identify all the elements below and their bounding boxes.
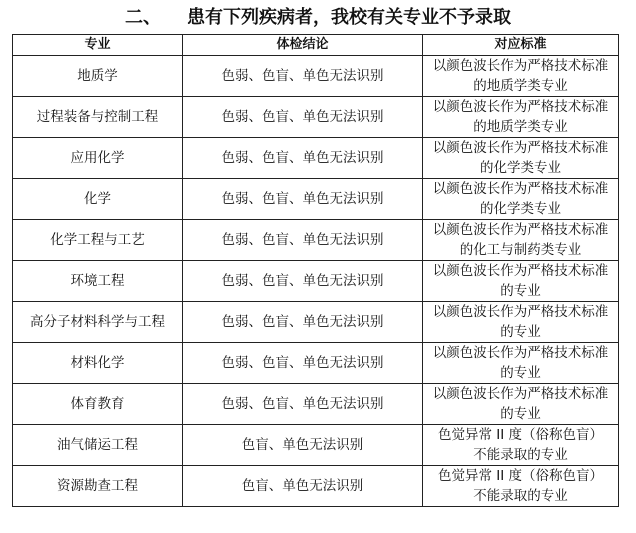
cell-major: 材料化学 [13,343,183,384]
cell-major: 化学工程与工艺 [13,220,183,261]
cell-conclusion: 色弱、色盲、单色无法识别 [183,56,423,97]
cell-major: 体育教育 [13,384,183,425]
cell-conclusion: 色弱、色盲、单色无法识别 [183,220,423,261]
standard-line: 的专业 [500,324,541,340]
cell-standard [423,384,619,425]
cell-conclusion: 色弱、色盲、单色无法识别 [183,138,423,179]
cell-standard [423,343,619,384]
header-major: 专业 [13,35,183,56]
cell-conclusion: 色弱、色盲、单色无法识别 [183,97,423,138]
table-row [13,384,619,425]
cell-standard [423,466,619,507]
cell-conclusion: 色盲、单色无法识别 [183,425,423,466]
standard-line: 不能录取的专业 [473,488,568,504]
cell-major: 化学 [13,179,183,220]
page-title [0,6,636,30]
standard-line: 以颜色波长作为严格技术标准 [432,58,609,74]
cell-major: 应用化学 [13,138,183,179]
cell-conclusion: 色弱、色盲、单色无法识别 [183,261,423,302]
cell-conclusion: 色弱、色盲、单色无法识别 [183,302,423,343]
table-row [13,138,619,179]
table-row [13,343,619,384]
standard-line: 的地质学类专业 [473,119,568,135]
cell-standard [423,179,619,220]
cell-major: 地质学 [13,56,183,97]
standard-line: 以颜色波长作为严格技术标准 [432,140,609,156]
standard-line: 的专业 [500,283,541,299]
cell-standard [423,261,619,302]
table-row [13,261,619,302]
cell-standard [423,220,619,261]
cell-standard [423,138,619,179]
standard-line: 以颜色波长作为严格技术标准 [432,304,609,320]
cell-conclusion: 色盲、单色无法识别 [183,466,423,507]
header-conclusion: 体检结论 [183,35,423,56]
section-title: 患有下列疾病者，我校有关专业不予录取 [187,7,511,28]
standard-line: 色觉异常 II 度（俗称色盲） [437,468,604,484]
table-row [13,179,619,220]
cell-major: 油气储运工程 [13,425,183,466]
standard-line: 的专业 [500,406,541,422]
cell-conclusion: 色弱、色盲、单色无法识别 [183,384,423,425]
cell-standard [423,425,619,466]
table-header-row [13,35,619,56]
table-row [13,56,619,97]
standard-line: 的化学类专业 [480,160,561,176]
cell-conclusion: 色弱、色盲、单色无法识别 [183,343,423,384]
table-row [13,220,619,261]
standard-line: 不能录取的专业 [473,447,568,463]
cell-standard [423,97,619,138]
cell-major: 环境工程 [13,261,183,302]
standard-line: 的地质学类专业 [473,78,568,94]
standard-line: 以颜色波长作为严格技术标准 [432,99,609,115]
cell-standard [423,56,619,97]
cell-conclusion: 色弱、色盲、单色无法识别 [183,179,423,220]
table-row [13,302,619,343]
cell-major: 过程装备与控制工程 [13,97,183,138]
standard-line: 的专业 [500,365,541,381]
restriction-table [12,34,619,507]
standard-line: 以颜色波长作为严格技术标准 [432,263,609,279]
cell-standard [423,302,619,343]
standard-line: 以颜色波长作为严格技术标准 [432,345,609,361]
table-row [13,97,619,138]
cell-major: 资源勘查工程 [13,466,183,507]
section-number: 二、 [125,7,161,28]
standard-line: 以颜色波长作为严格技术标准 [432,181,609,197]
standard-line: 以颜色波长作为严格技术标准 [432,386,609,402]
standard-line: 色觉异常 II 度（俗称色盲） [437,427,604,443]
header-standard: 对应标准 [423,35,619,56]
table-row [13,466,619,507]
standard-line: 的化学类专业 [480,201,561,217]
standard-line: 的化工与制药类专业 [459,242,582,258]
table-row [13,425,619,466]
cell-major: 高分子材料科学与工程 [13,302,183,343]
standard-line: 以颜色波长作为严格技术标准 [432,222,609,238]
